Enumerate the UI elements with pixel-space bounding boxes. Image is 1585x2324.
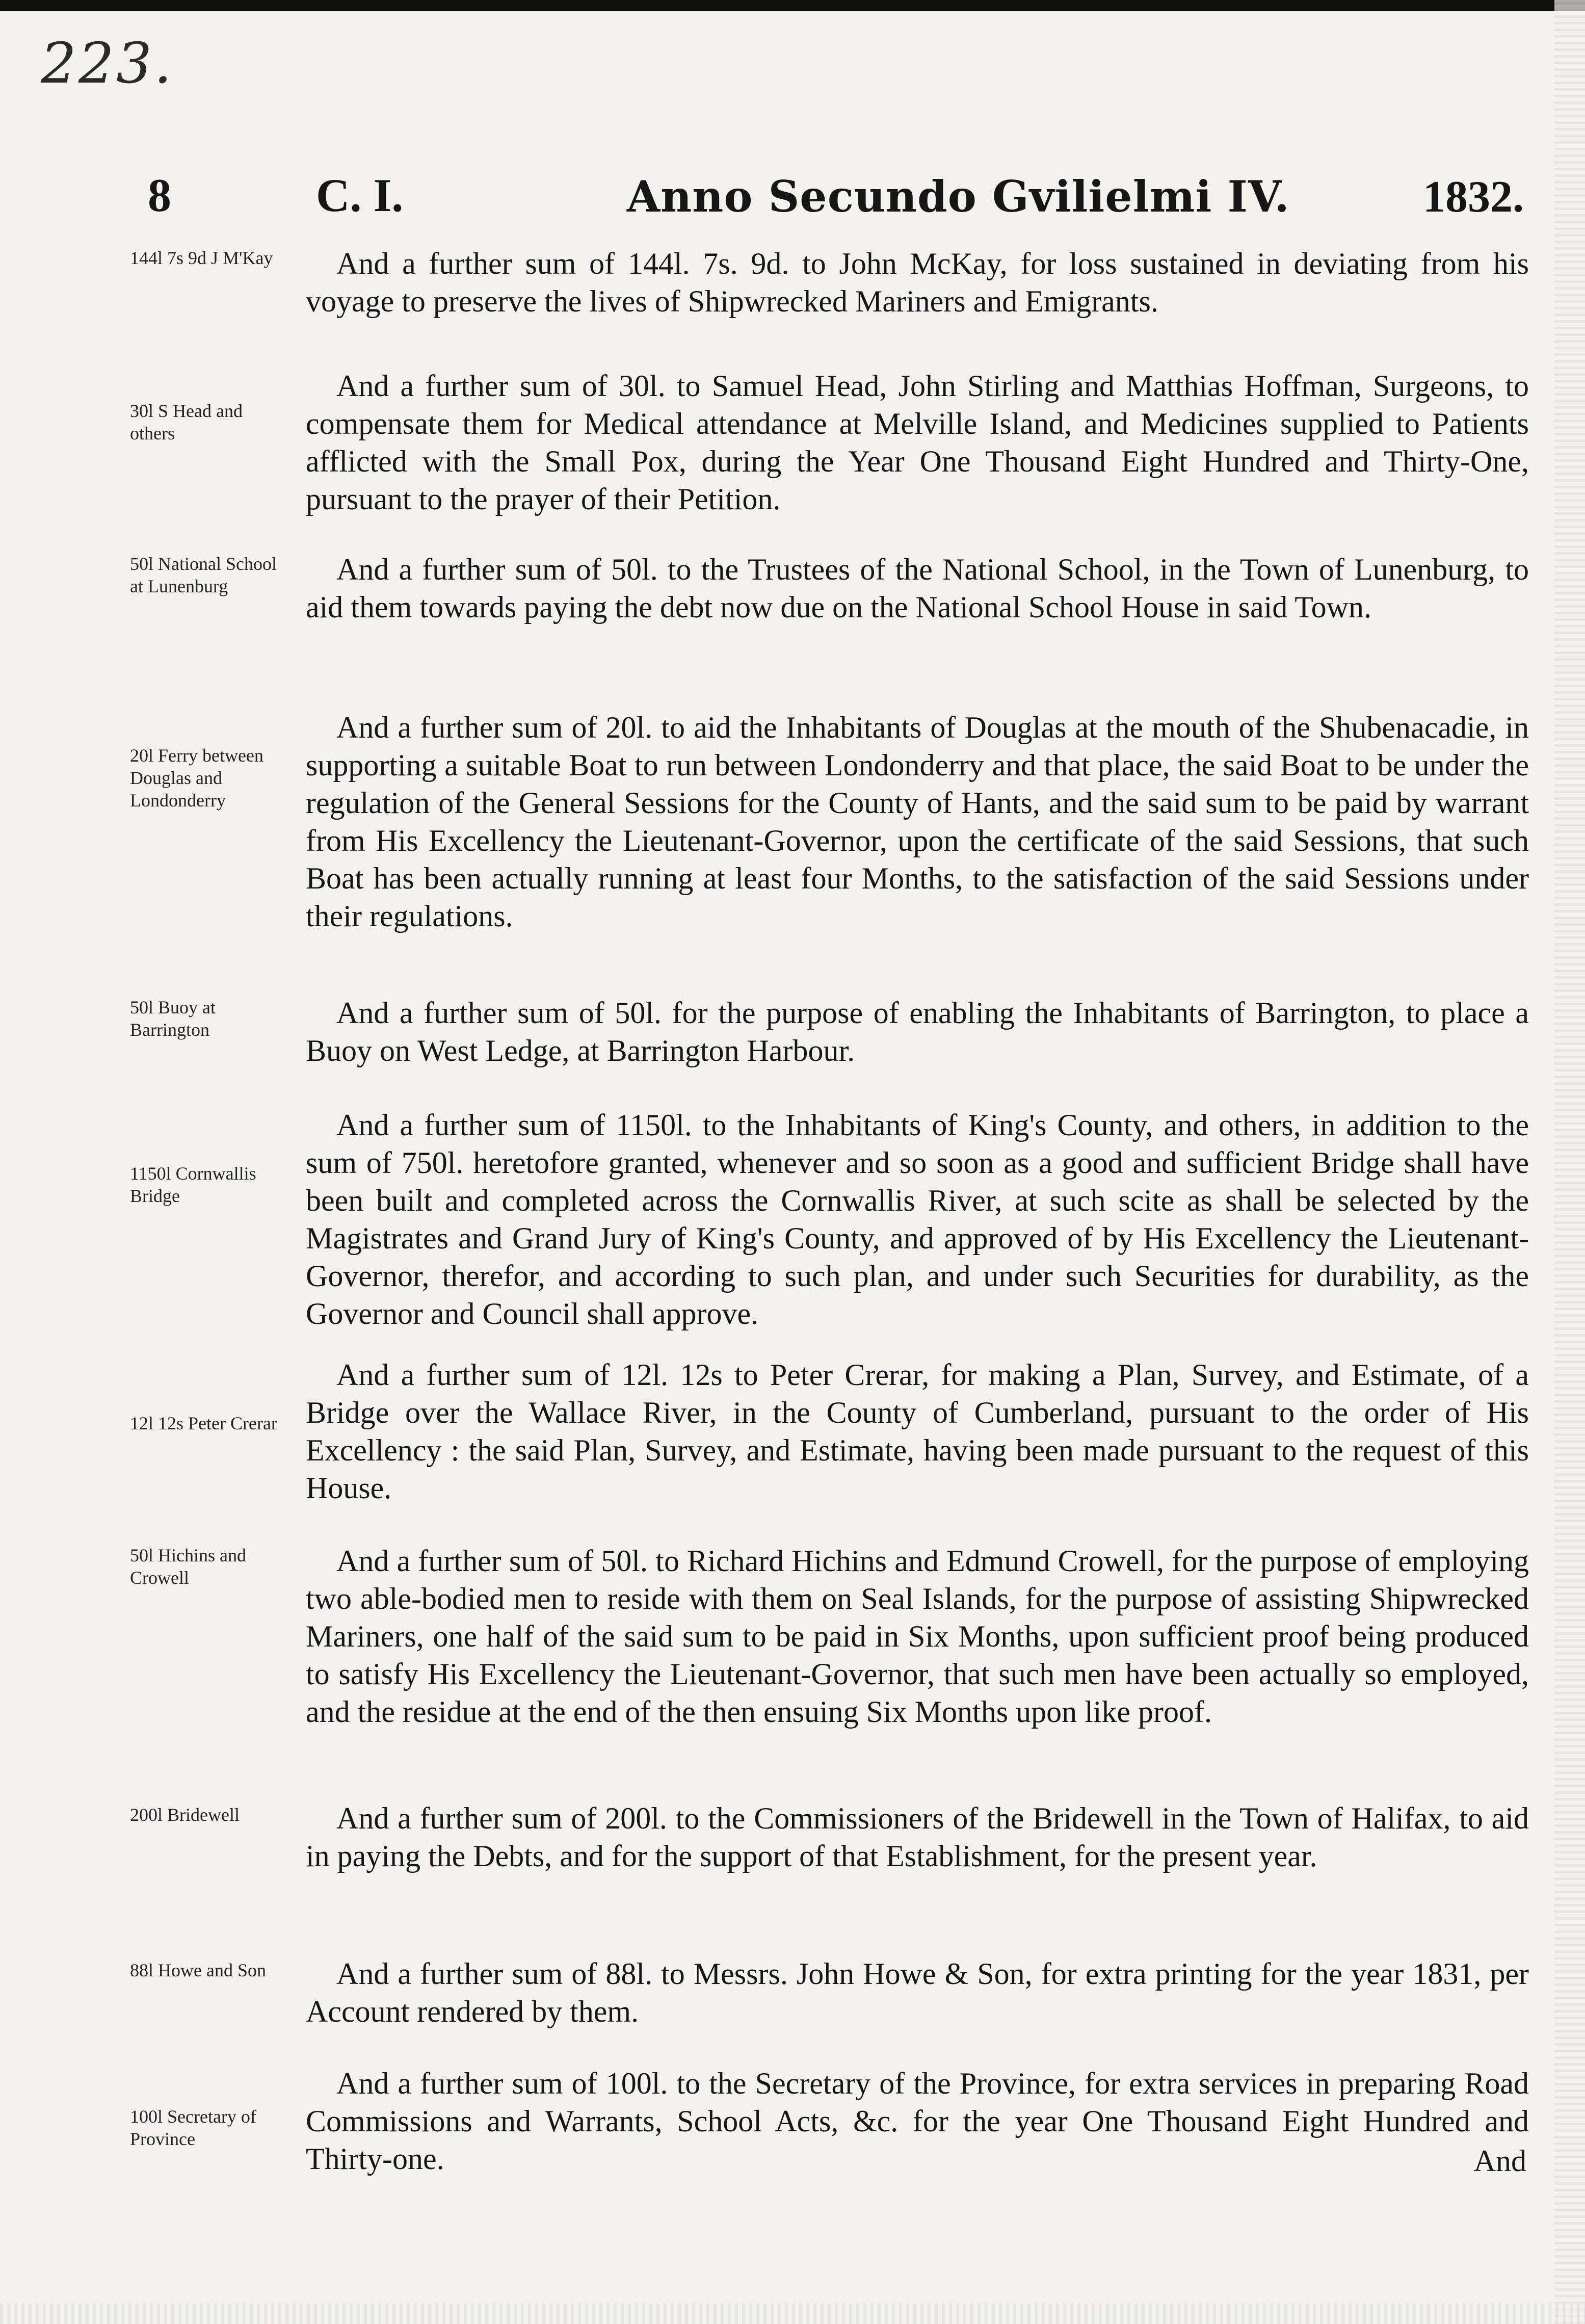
entry-text: And a further sum of 30l. to Samuel Head, John Stirling and Matthias Hoffman, Surgeons, to compensate them for Medical attendance at Melville Island, and Medicines supplied to Patients afflicted with the Small Pox, during the Year One Thousand Eight Hundred and Thirty-One, pursuant to the prayer of their Petition. <box>306 369 1529 516</box>
entry-text: And a further sum of 100l. to the Secretary of the Province, for extra services in preparing Road Commissions and Warrants, School Acts, &c. for the year One Thousand Eight Hundred and Thirty-one. <box>306 2067 1529 2176</box>
margin-note: 20l Ferry between Douglas and Londonderry <box>130 745 263 811</box>
margin-note: 50l Buoy at Barrington <box>130 997 216 1040</box>
entry-text: And a further sum of 88l. to Messrs. John Howe & Son, for extra printing for the year 1831, per Account rendered by them. <box>306 1957 1529 2028</box>
entry-text: And a further sum of 1150l. to the Inhabitants of King's County, and others, in addition to the sum of 750l. heretofore granted, whenever and so soon as a good and sufficient Bridge shall have been built and completed across the Cornwallis River, at such scite as shall be selected by the Magistrates and Grand Jury of King's County, and approved of by His Excellency the Lieutenant-Governor, therefor, and according to such plan, and under such Securities for durability, as the Governor and Council shall approve. <box>306 1108 1529 1330</box>
margin-note: 50l Hichins and Crowell <box>130 1545 246 1588</box>
margin-note: 100l Secretary of Province <box>130 2106 256 2149</box>
entry-text: And a further sum of 144l. 7s. 9d. to John McKay, for loss sustained in deviating from his voyage to preserve the lives of Shipwrecked Mariners and Emigrants. <box>306 247 1529 318</box>
page-number: 8 <box>148 169 171 221</box>
margin-note: 12l 12s Peter Crerar <box>130 1413 277 1433</box>
catchword: And <box>1473 2144 1526 2178</box>
chapter-label: C. I. <box>316 169 404 221</box>
entry-text: And a further sum of 200l. to the Commissioners of the Bridewell in the Town of Halifax, to aid in paying the Debts, and for the support of that Establishment, for the present year. <box>306 1801 1529 1873</box>
entry-text: And a further sum of 50l. for the purpose of enabling the Inhabitants of Barrington, to place a Buoy on West Ledge, at Barrington Harbour. <box>306 996 1529 1067</box>
entry-text: And a further sum of 12l. 12s to Peter Crerar, for making a Plan, Survey, and Estimate, of a Bridge over the Wallace River, in the County of Cumberland, pursuant to the order of His Excellency : the said Plan, Survey, and Estimate, having been made pursuant to the request of this House. <box>306 1358 1529 1505</box>
top-border-rule <box>0 0 1585 11</box>
entry-text: And a further sum of 20l. to aid the Inhabitants of Douglas at the mouth of the Shubenacadie, in supporting a suitable Boat to run between Londonderry and that place, the said Boat to be under the regulation of the General Sessions for the County of Hants, and the said sum to be paid by warrant from His Excellency the Lieutenant-Governor, upon the certificate of the said Sessions, that such Boat has been actually running at least four Months, to the satisfaction of the said Sessions under their regulations. <box>306 711 1529 933</box>
entry-text: And a further sum of 50l. to Richard Hichins and Edmund Crowell, for the purpose of employing two able-bodied men to reside with them on Seal Islands, for the purpose of assisting Shipwrecked Mariners, one half of the said sum to be paid in Six Months, upon sufficient proof being produced to satisfy His Excellency the Lieutenant-Governor, that such men have been actually so employed, and the residue at the end of the then ensuing Six Months upon like proof. <box>306 1544 1529 1729</box>
header-title: Anno Secundo Gvilielmi IV. <box>627 171 1290 222</box>
margin-note: 30l S Head and others <box>130 401 243 443</box>
margin-note: 88l Howe and Son <box>130 1960 266 1980</box>
running-header <box>0 168 1585 240</box>
entry-text: And a further sum of 50l. to the Trustees of the National School, in the Town of Lunenburg, to aid them towards paying the debt now due on the National School House in said Town. <box>306 553 1529 624</box>
margin-note: 50l National School at Lunenburg <box>130 554 277 596</box>
header-year: 1832. <box>1423 172 1524 222</box>
margin-note: 144l 7s 9d J M'Kay <box>130 248 273 268</box>
margin-note: 200l Bridewell <box>130 1805 240 1825</box>
scan-edge-noise-bottom <box>0 2304 1585 2324</box>
handwritten-folio-number: 223. <box>41 31 174 96</box>
scan-edge-noise-right <box>1554 0 1585 2324</box>
margin-note: 1150l Cornwallis Bridge <box>130 1163 256 1206</box>
